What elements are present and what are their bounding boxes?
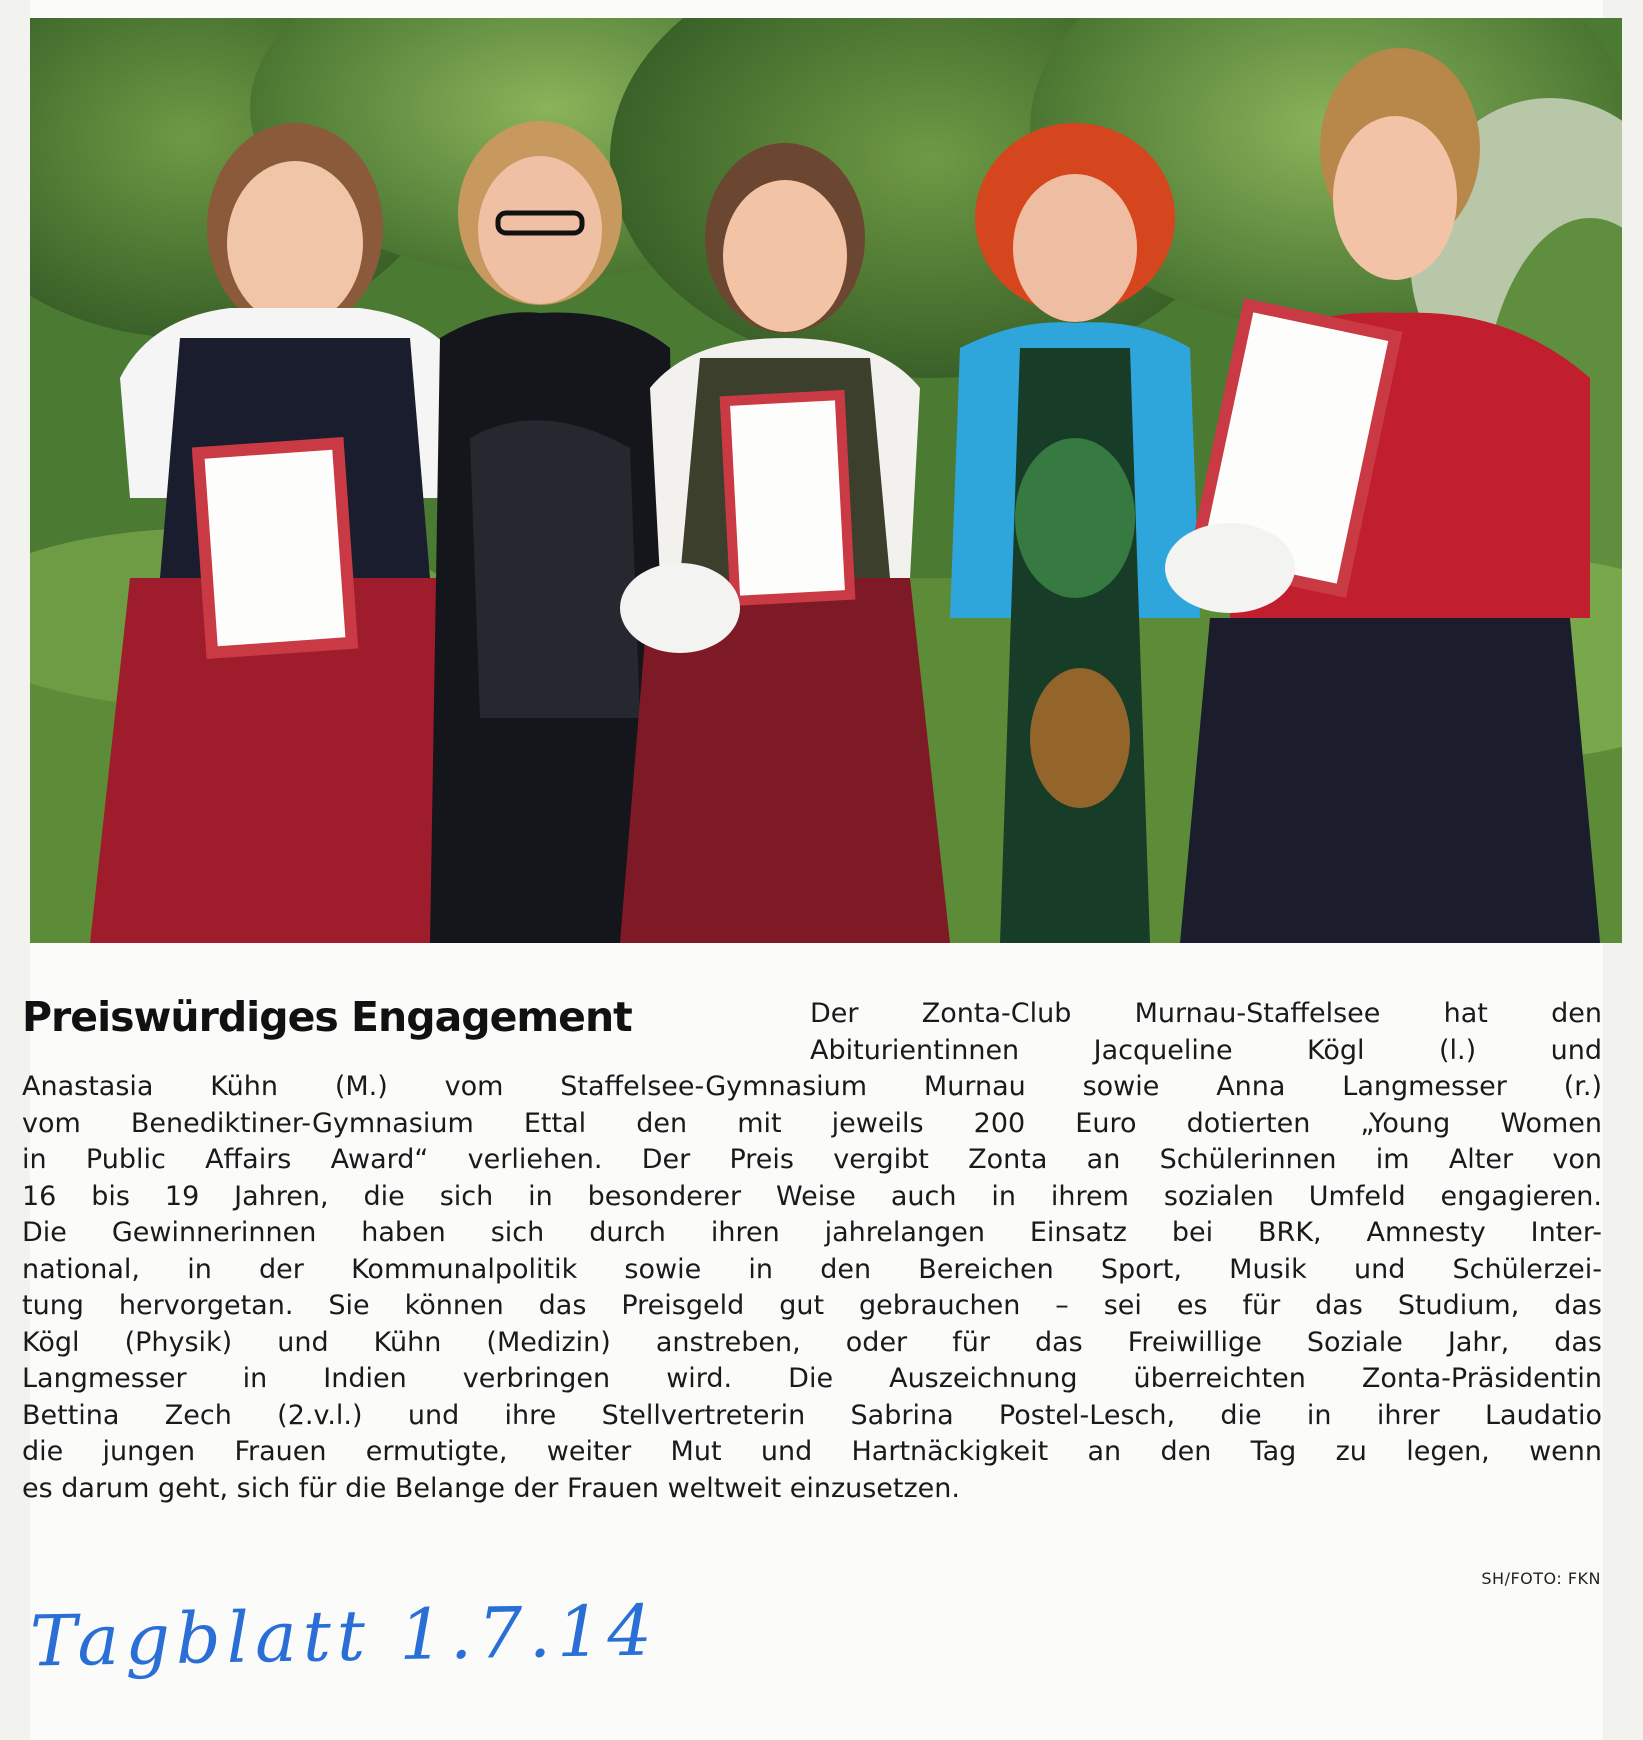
article-line: die jungen Frauen ermutigte, weiter Mut und Hartnäckigkeit an den Tag zu legen, wenn xyxy=(22,1436,1602,1467)
article-line: in Public Affairs Award“ verliehen. Der Preis vergibt Zonta an Schülerinnen im Alter von xyxy=(22,1144,1602,1175)
article-line: es darum geht, sich für die Belange der Frauen weltweit einzusetzen. xyxy=(22,1472,960,1504)
article-line: Bettina Zech (2.v.l.) und ihre Stellvertreterin Sabrina Postel-Lesch, die in ihrer Laudatio xyxy=(22,1399,1602,1431)
group-photo-five-women-icon xyxy=(30,18,1622,943)
article-line: Abiturientinnen Jacqueline Kögl (l.) und xyxy=(810,1034,1602,1066)
article-line: Die Gewinnerinnen haben sich durch ihren jahrelangen Einsatz bei BRK, Amnesty Inter- xyxy=(22,1217,1602,1248)
article-line: national, in der Kommunalpolitik sowie in den Bereichen Sport, Musik und Schülerzei- xyxy=(22,1253,1602,1285)
article-line: Langmesser in Indien verbringen wird. Die Auszeichnung überreichten Zonta-Präsidentin xyxy=(22,1363,1602,1394)
article-line: tung hervorgetan. Sie können das Preisgeld gut gebrauchen – sei es für das Studium, das xyxy=(22,1290,1602,1321)
article-line: 16 bis 19 Jahren, die sich in besonderer Weise auch in ihrem sozialen Umfeld engagieren. xyxy=(22,1180,1602,1212)
article-line: vom Benediktiner-Gymnasium Ettal den mit jeweils 200 Euro dotierten „Young Women xyxy=(22,1107,1602,1139)
article-body xyxy=(22,996,1602,1507)
group-photo xyxy=(30,18,1622,943)
handwritten-source-note: Tagblatt 1.7.14 xyxy=(29,1589,659,1683)
article-line: Kögl (Physik) und Kühn (Medizin) anstreben, oder für das Freiwillige Soziale Jahr, das xyxy=(22,1326,1602,1358)
article-line: Anastasia Kühn (M.) vom Staffelsee-Gymnasium Murnau sowie Anna Langmesser (r.) xyxy=(22,1071,1602,1102)
headline: Preiswürdiges Engagement xyxy=(22,993,632,1041)
photo-credit: SH/FOTO: FKN xyxy=(1481,1569,1601,1588)
article-line: Der Zonta-Club Murnau-Staffelsee hat den xyxy=(810,998,1602,1029)
